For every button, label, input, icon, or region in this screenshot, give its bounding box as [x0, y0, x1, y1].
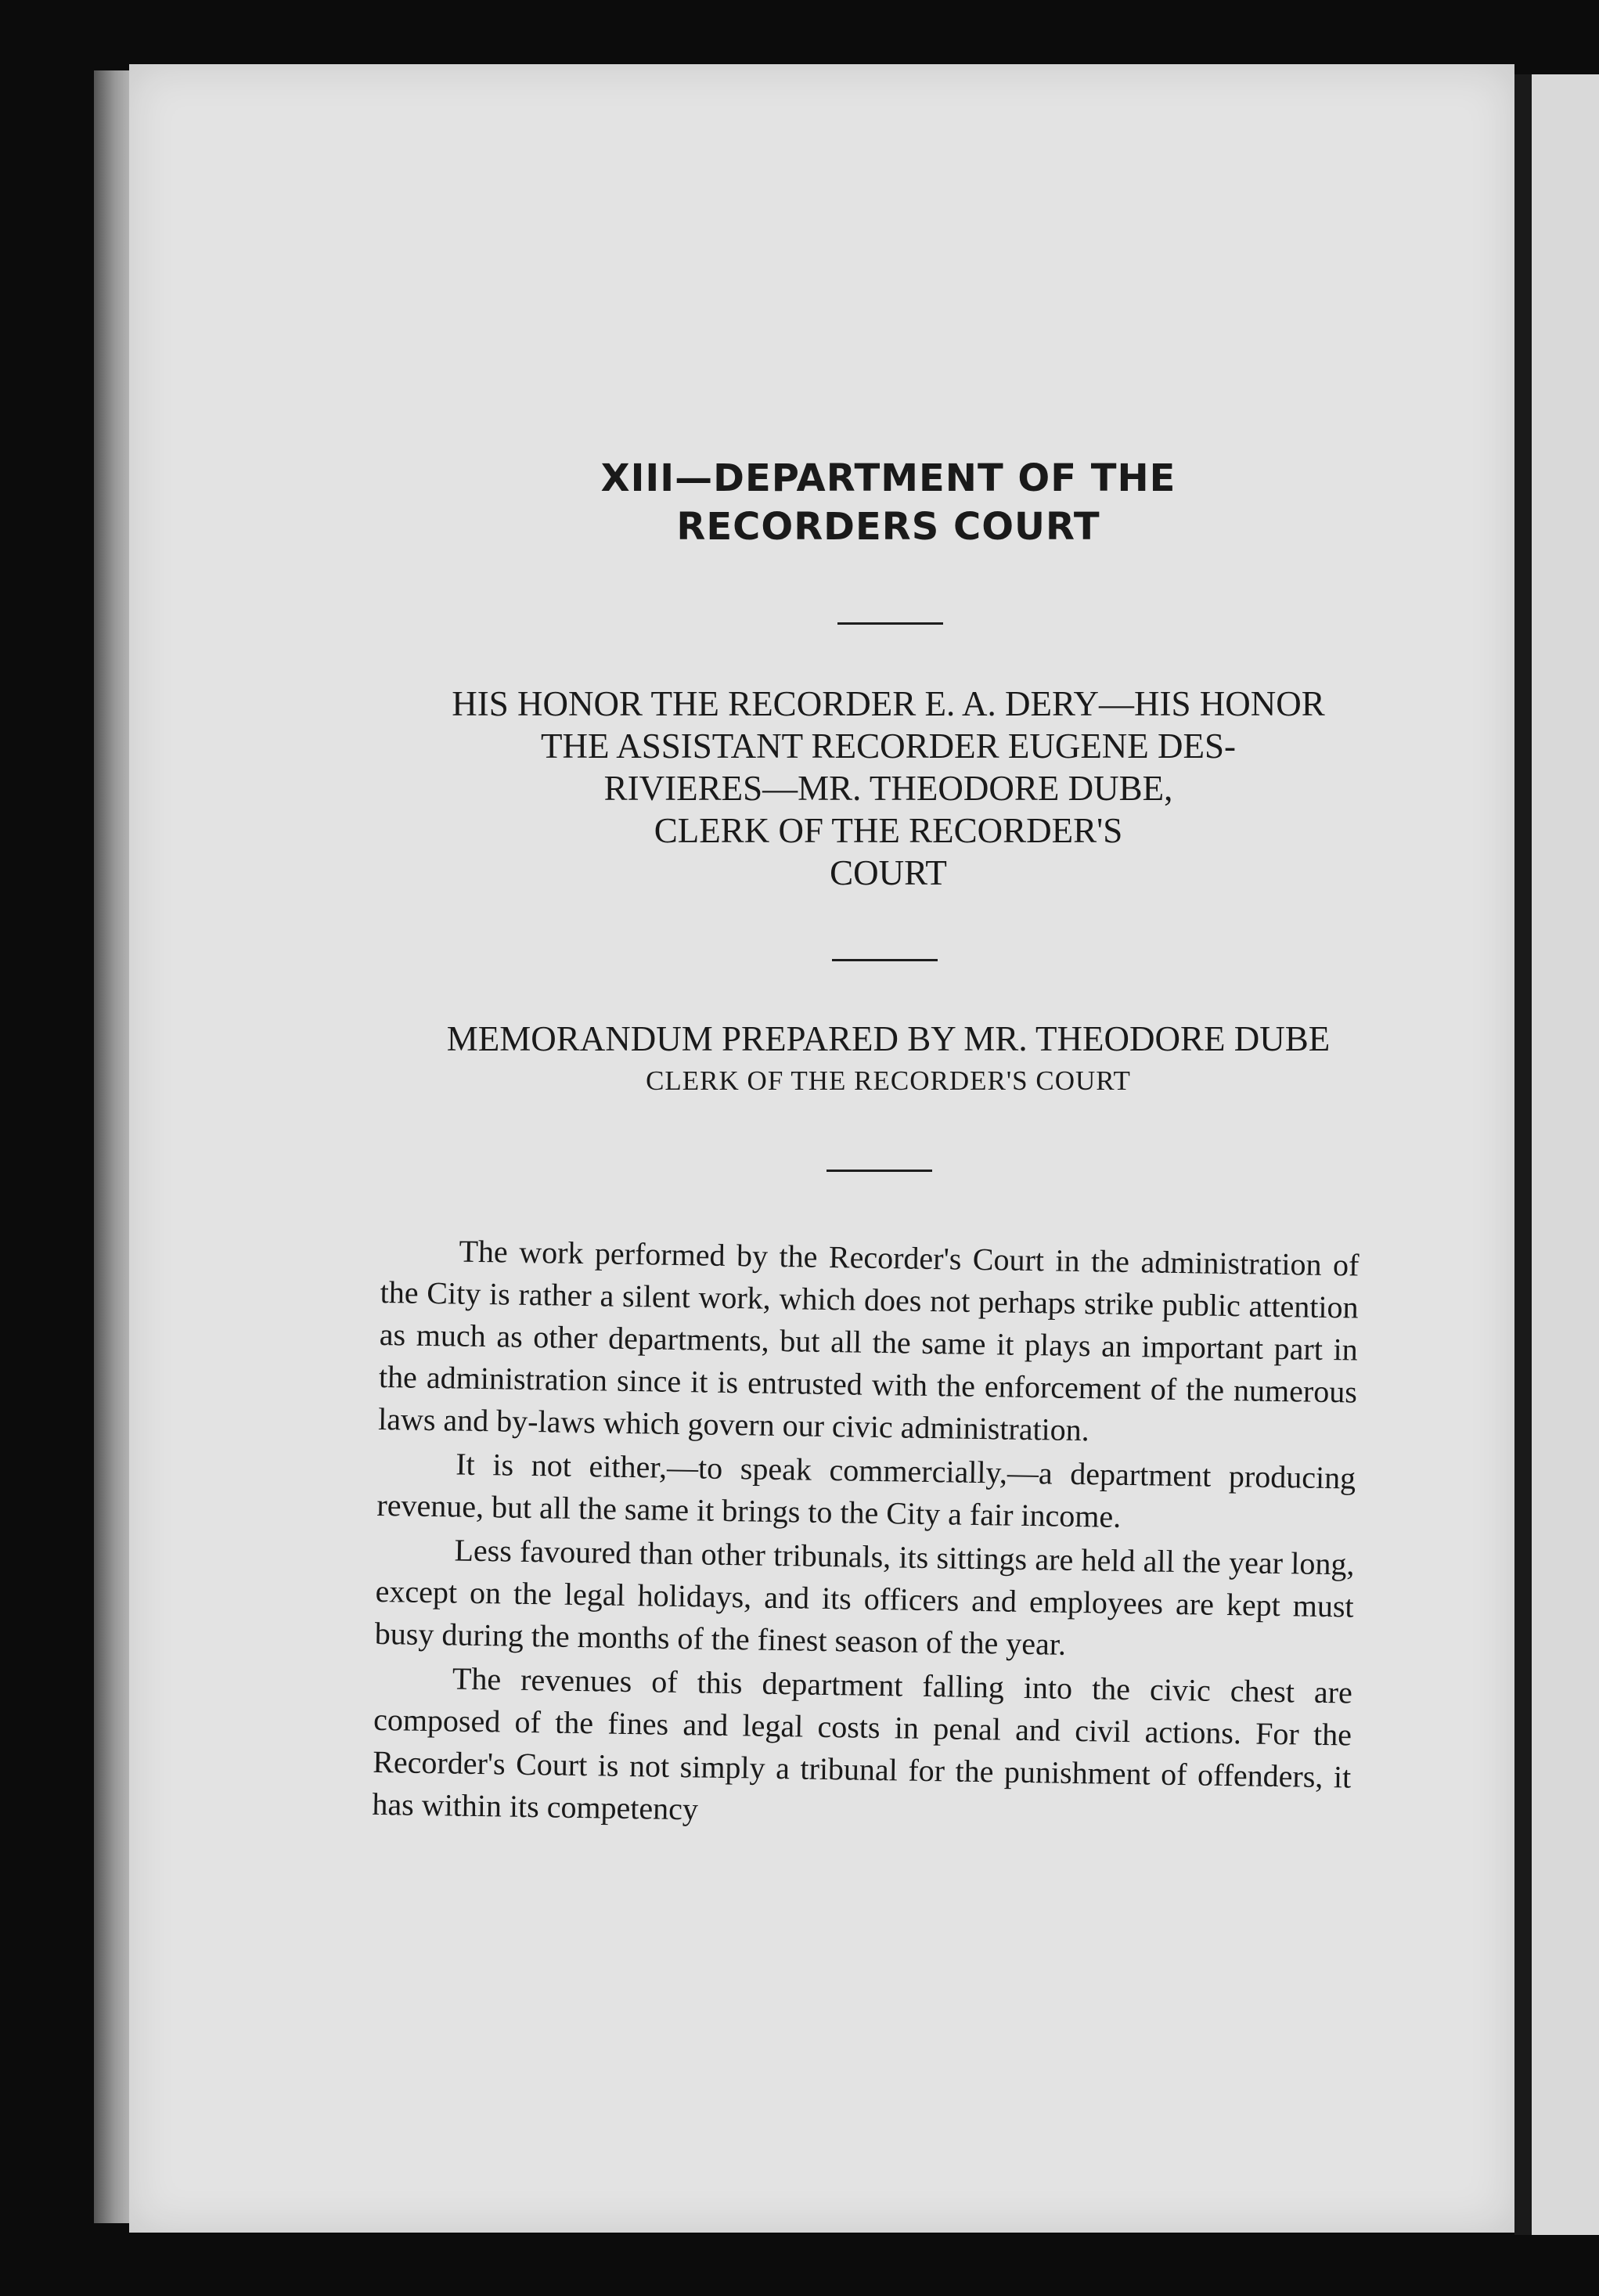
chapter-heading-line-2: RECORDERS COURT	[676, 505, 1100, 549]
memo-subtitle: CLERK OF THE RECORDER'S COURT	[646, 1065, 1131, 1096]
page-edge-shadow	[1514, 74, 1532, 2235]
memorandum-body	[372, 1229, 1360, 1841]
memo-title: MEMORANDUM PREPARED BY MR. THEODORE DUBE	[446, 1019, 1331, 1058]
officials-block	[391, 683, 1385, 894]
body-paragraph: The revenues of this department falling into the civic chest are composed of the fines and legal costs in penal and civil actions. For the Recorder's Court is not simply a tribunal for the punishment of offenders, it has within its competency	[372, 1660, 1353, 1827]
officials-line: HIS HONOR THE RECORDER E. A. DERY—HIS HONOR	[452, 684, 1325, 723]
divider-rule	[832, 959, 938, 961]
officials-line: RIVIERES—MR. THEODORE DUBE,	[603, 769, 1173, 808]
divider-rule	[827, 1170, 932, 1172]
divider-rule	[837, 622, 943, 625]
adjacent-page-edge	[1532, 74, 1599, 2235]
officials-line: COURT	[830, 853, 947, 892]
officials-line: THE ASSISTANT RECORDER EUGENE DES-	[540, 726, 1237, 766]
body-paragraph: The work performed by the Recorder's Court in the administration of the City is rather a silent work, which does not perhaps strike public attention as much as other departments, but all the same it plays an important part in the administration since it is entrusted with the enforcement of the numerous laws and by-laws which govern our civic administration.	[377, 1233, 1360, 1448]
chapter-heading-line-1: XIII—DEPARTMENT OF THE	[600, 456, 1176, 500]
body-paragraph: It is not either,—to speak commercially,—a department producing revenue, but all the same it brings to the City a fair income.	[376, 1446, 1356, 1534]
memorandum-header	[391, 1018, 1385, 1102]
scanned-page	[129, 64, 1514, 2233]
chapter-heading	[0, 454, 1599, 551]
officials-line: CLERK OF THE RECORDER'S	[654, 811, 1123, 850]
body-paragraph: Less favoured than other tribunals, its sittings are held all the year long, except on the legal holidays, and its officers and employees are kept must busy during the months of the finest season of the year.	[374, 1532, 1355, 1662]
